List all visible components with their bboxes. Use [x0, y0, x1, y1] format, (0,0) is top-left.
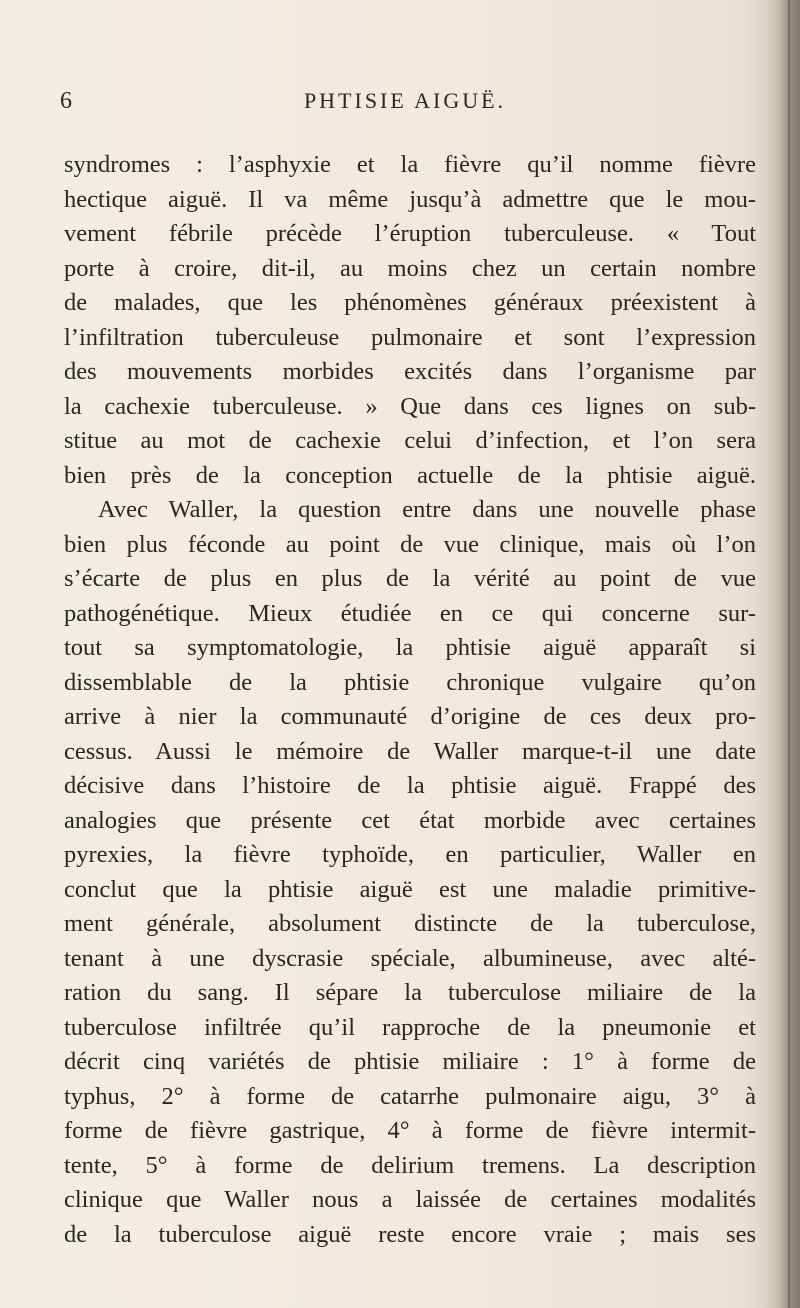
text-line: clinique que Waller nous a laissée de certaines modalités [64, 1186, 756, 1213]
running-head: PHTISIE AIGUË. [303, 88, 507, 113]
text-line: analogies que présente cet état morbide avec certaines [64, 806, 756, 834]
body-text [64, 148, 756, 1252]
page-number: 6 [60, 88, 73, 114]
text-line: pathogénétique. Mieux étudiée en ce qui concerne sur- [64, 599, 756, 627]
text-line: tout sa symptomatologie, la phtisie aiguë apparaît si [64, 634, 756, 661]
text-line: forme de fièvre gastrique, 4° à forme de fièvre intermit- [64, 1117, 756, 1144]
text-line: ration du sang. Il sépare la tuberculose miliaire de la [64, 979, 756, 1006]
text-line: conclut que la phtisie aiguë est une maladie primitive- [64, 875, 756, 903]
text-line: typhus, 2° à forme de catarrhe pulmonaire aigu, 3° à [64, 1082, 756, 1110]
text-line: hectique aiguë. Il va même jusqu’à admettre que le mou- [64, 185, 756, 213]
text-line: pyrexies, la fièvre typhoïde, en particulier, Waller en [64, 841, 756, 868]
text-line: décrit cinq variétés de phtisie miliaire : 1° à forme de [64, 1048, 756, 1075]
page-binding-edge [788, 0, 790, 1308]
text-line: tuberculose infiltrée qu’il rapproche de la pneumonie et [64, 1013, 756, 1041]
text-line: bien plus féconde au point de vue clinique, mais où l’on [64, 530, 756, 558]
text-line: l’infiltration tuberculeuse pulmonaire et sont l’expression [64, 323, 756, 351]
text-line: bien près de la conception actuelle de la phtisie aiguë. [64, 461, 756, 489]
text-line: s’écarte de plus en plus de la vérité au point de vue [64, 565, 756, 592]
text-line: des mouvements morbides excités dans l’organisme par [64, 358, 756, 385]
text-line: arrive à nier la communauté d’origine de ces deux pro- [64, 703, 756, 730]
text-line: décisive dans l’histoire de la phtisie aiguë. Frappé des [64, 772, 756, 799]
text-line: Avec Waller, la question entre dans une nouvelle phase [98, 496, 756, 523]
text-line: syndromes : l’asphyxie et la fièvre qu’il nomme fièvre [64, 151, 756, 178]
text-line: tente, 5° à forme de delirium tremens. La description [64, 1151, 756, 1179]
text-line: vement fébrile précède l’éruption tuberculeuse. « Tout [64, 220, 756, 247]
text-line: cessus. Aussi le mémoire de Waller marque-t-il une date [64, 737, 756, 765]
page-header [60, 88, 750, 128]
text-line: dissemblable de la phtisie chronique vulgaire qu’on [64, 668, 756, 696]
page-binding-shadow [764, 0, 800, 1308]
text-line: de la tuberculose aiguë reste encore vraie ; mais ses [64, 1220, 756, 1248]
text-line: la cachexie tuberculeuse. » Que dans ces lignes on sub- [64, 392, 756, 420]
text-line: porte à croire, dit-il, au moins chez un certain nombre [64, 254, 756, 282]
text-line: stitue au mot de cachexie celui d’infection, et l’on sera [64, 427, 756, 454]
text-line: ment générale, absolument distincte de la tuberculose, [64, 910, 756, 937]
text-line: de malades, que les phénomènes généraux préexistent à [64, 289, 756, 316]
text-line: tenant à une dyscrasie spéciale, albumineuse, avec alté- [64, 944, 756, 972]
